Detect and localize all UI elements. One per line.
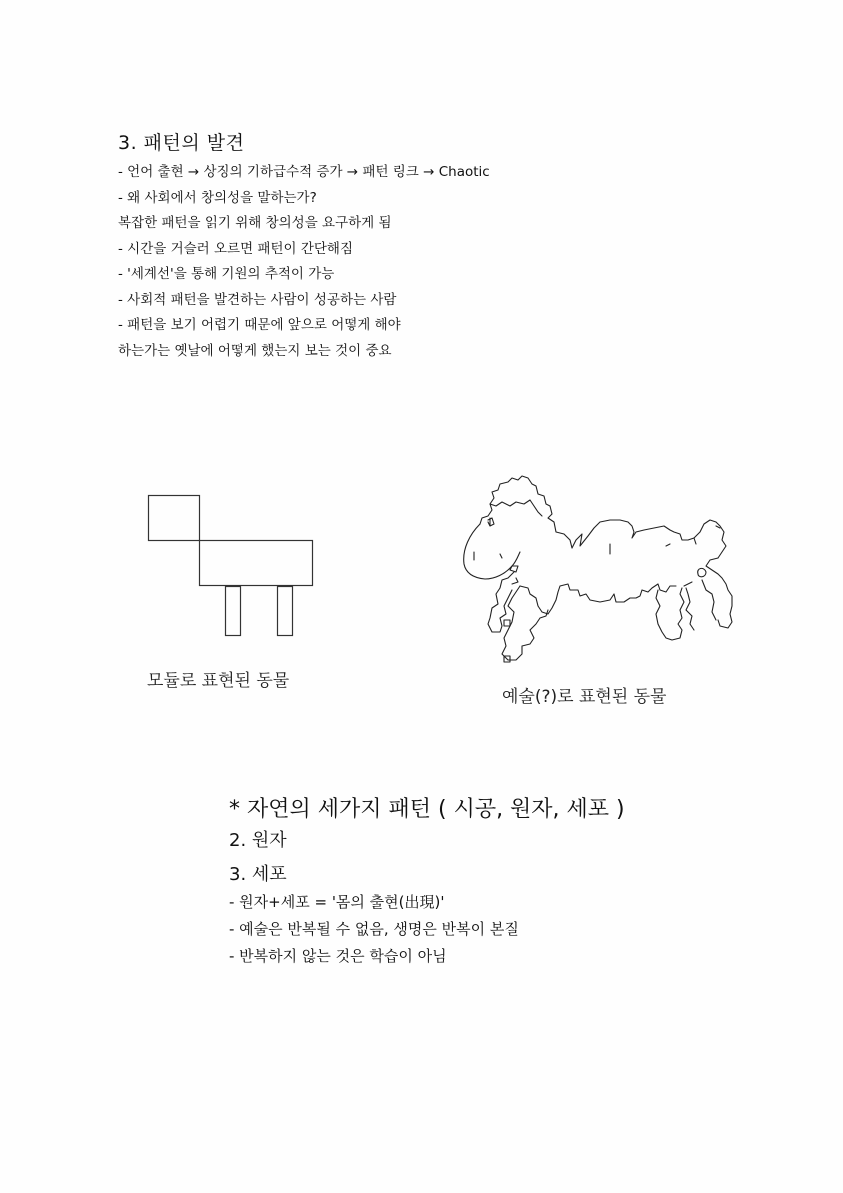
text-line: - 반복하지 않는 것은 학습이 아님 (229, 947, 447, 965)
hand-drawn-sheep-drawing-icon (460, 474, 735, 669)
text-line: - 패턴을 보기 어렵기 때문에 앞으로 어떻게 해야 (118, 317, 401, 333)
modular-animal-caption: 모듈로 표현된 동물 (147, 671, 290, 691)
text-line: - 왜 사회에서 창의성을 말하는가? (118, 189, 317, 206)
section-pattern-discovery (118, 130, 490, 364)
text-line: 복잡한 패턴을 읽기 위해 창의성을 요구하게 됨 (118, 215, 392, 231)
block-animal-drawing-icon (145, 492, 317, 640)
section-heading: * 자연의 세가지 패턴 ( 시공, 원자, 세포 ) (229, 797, 625, 822)
text-line: 하는가는 옛날에 어떻게 했는지 보는 것이 중요 (118, 342, 392, 359)
subheading-cell: 3. 세포 (229, 864, 287, 885)
text-line: - 원자+세포 = '몸의 출현(出現)' (229, 893, 445, 911)
art-animal-caption: 예술(?)로 표현된 동물 (502, 687, 667, 707)
text-line: - 사회적 패턴을 발견하는 사람이 성공하는 사람 (118, 291, 397, 308)
subheading-atom: 2. 원자 (229, 830, 287, 851)
text-line: - 예술은 반복될 수 없음, 생명은 반복이 본질 (229, 920, 519, 938)
text-line: - 시간을 거슬러 오르면 패턴이 간단해짐 (118, 240, 353, 257)
section-nature-patterns (229, 795, 625, 970)
text-line: - '세계선'을 통해 기원의 추적이 가능 (118, 266, 335, 282)
section-title: 3. 패턴의 발견 (118, 132, 245, 154)
text-line: - 언어 출현 → 상징의 기하급수적 증가 → 패턴 링크 → Chaotic (118, 164, 490, 180)
